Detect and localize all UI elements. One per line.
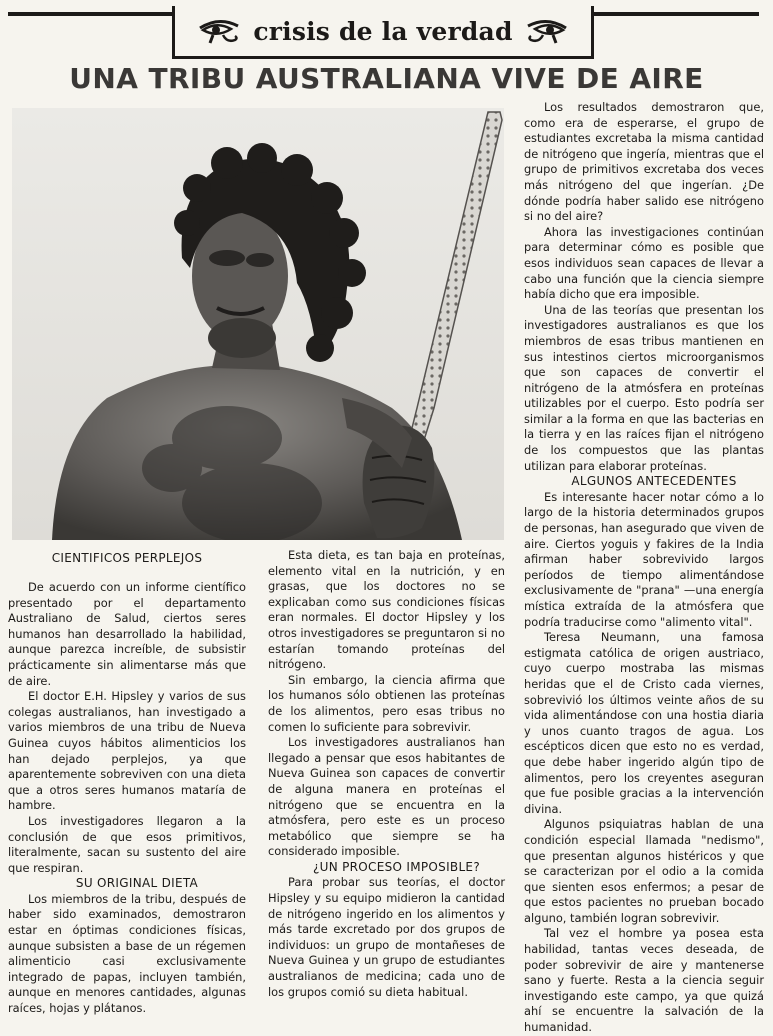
paragraph: Para probar sus teorías, el doctor Hipsley y su equipo midieron la cantidad de nitrógeno ingerido en los alimentos y más tarde excretado por dos grupos de individuos: un grupo de montañeses de Nueva Guinea y un grupo de estudiantes australianos de medicina; cada uno de los grupos comió su dieta habitual. xyxy=(268,875,505,999)
eye-of-horus-icon xyxy=(197,17,241,45)
masthead xyxy=(172,6,594,59)
subhead-algunos-antecedentes: ALGUNOS ANTECEDENTES xyxy=(571,474,737,489)
article-column-2 xyxy=(268,548,505,1000)
paragraph: Algunos psiquiatras hablan de una condición especial llamada "nedismo", que presentan algunos histéricos y que se caracterizan por el odio a la comida que sienten esos enfermos; a pesar de que estos pacientes no prueban bocado alguno, también logran sobrevivir. xyxy=(524,817,764,925)
paragraph: Teresa Neumann, una famosa estigmata católica de origen austriaco, cuyo cuerpo mostraba las mismas heridas que el de Cristo cada viernes, sobrevivió los últimos veinte años de su vida alimentándose con una hostia diaria y unos cuanto tragos de agua. Los escépticos dicen que esto no es verdad, que debe haber ingerido algún tipo de alimentos, pero los creyentes aseguran que fue posible gracias a la intervención divina. xyxy=(524,630,764,816)
paragraph: Los miembros de la tribu, después de haber sido examinados, demostraron estar en óptimas condiciones físicas, aunque subsisten a base de un régemen alimenticio casi exclusivamente integrado de papas, incluyen también, aunque en menores cantidades, algunas raíces, hojas y plátanos. xyxy=(8,891,246,1016)
article-headline: UNA TRIBU AUSTRALIANA VIVE DE AIRE xyxy=(69,62,704,95)
aboriginal-man-with-spear-photo xyxy=(12,108,504,540)
paragraph: Los investigadores australianos han llegado a pensar que esos habitantes de Nueva Guinea son capaces de convertir de alguna manera en proteínas el nitrógeno que se encuentra en la atmósfera, pero este es un proceso metabólico que siempre se ha considerado imposible. xyxy=(268,735,505,859)
article-column-1 xyxy=(8,580,246,1017)
paragraph: Es interesante hacer notar cómo a lo largo de la historia determinados grupos de personas, han asegurado que viven de aire. Ciertos yoguis y fakires de la India afirman haber sobrevivido largos períodos de tiempo alimentándose exclusivamente de "prana" —una energía mística extraída de la atmósfera que podría traducirse como "alimento vital". xyxy=(524,489,764,629)
paragraph: Los resultados demostraron que, como era de esperarse, el grupo de estudiantes excretaba la misma cantidad de nitrógeno que ingería, mientras que el grupo de primitivos excretaba dos veces más nitrógeno del que ingerían. ¿De dónde podría haber salido ese nitrógeno si no del aire? xyxy=(524,100,764,224)
paragraph: El doctor E.H. Hipsley y varios de sus colegas australianos, han investigado a varios miembros de una tribu de Nueva Guinea cuyos hábitos alimenticios los han dejado perplejos, ya que aparentemente sobreviven con una dieta que a otros seres humanos mataría de hambre. xyxy=(8,689,246,813)
masthead-title: crisis de la verdad xyxy=(253,16,513,46)
article-column-3 xyxy=(524,100,764,1036)
paragraph: Una de las teorías que presentan los investigadores australianos es que los miembros de esas tribus mantienen en sus intestinos ciertos microorganismos que son capaces de convertir el nitrógeno de la atmósfera en proteínas utilizables por el cuerpo. Esto podría ser similar a la forma en que las bacterias en la tierra y en las raíces fijan el nitrógeno de los compuestos que las plantas utilizan para elaborar proteínas. xyxy=(524,302,764,473)
subhead-su-original-dieta: SU ORIGINAL DIETA xyxy=(75,876,199,891)
eye-of-horus-icon xyxy=(525,17,569,45)
paragraph: Ahora las investigaciones continúan para determinar cómo es posible que esos individuos sean capaces de llevar a cabo una función que la ciencia siempre había dicho que era imposible. xyxy=(524,224,764,302)
paragraph: Esta dieta, es tan baja en proteínas, elemento vital en la nutrición, y en grasas, que los doctores no se explicaban como sus condiciones físicas eran normales. El doctor Hipsley y los otros investigadores se preguntaron si no estarían tomando proteínas del nitrógeno. xyxy=(268,548,505,672)
subhead-un-proceso-imposible: ¿UN PROCESO IMPOSIBLE? xyxy=(312,859,480,874)
paragraph: Sin embargo, la ciencia afirma que los humanos sólo obtienen las proteínas de los alimentos, pero esas tribus no comen lo suficiente para sobrevivir. xyxy=(268,672,505,734)
subhead-cientificos-perplejos: CIENTIFICOS PERPLEJOS xyxy=(51,551,203,565)
paragraph: Los investigadores llegaron a la conclusión de que esos primitivos, literalmente, sacan su sustento del aire que respiran. xyxy=(8,813,246,875)
paragraph: De acuerdo con un informe científico presentado por el departamento Australiano de Salud, ciertos seres humanos han desarrollado la habilidad, aunque parezca increíble, de subsistir prácticamente sin alimentarse más que de aire. xyxy=(8,580,246,688)
paragraph: Tal vez el hombre ya posea esta habilidad, tantas veces deseada, de poder sobrevivir de aire y mantenerse sano y fuerte. Resta a la ciencia seguir investigando este campo, ya que quizá ahí se encuentre la salvación de la humanidad. xyxy=(524,926,764,1035)
